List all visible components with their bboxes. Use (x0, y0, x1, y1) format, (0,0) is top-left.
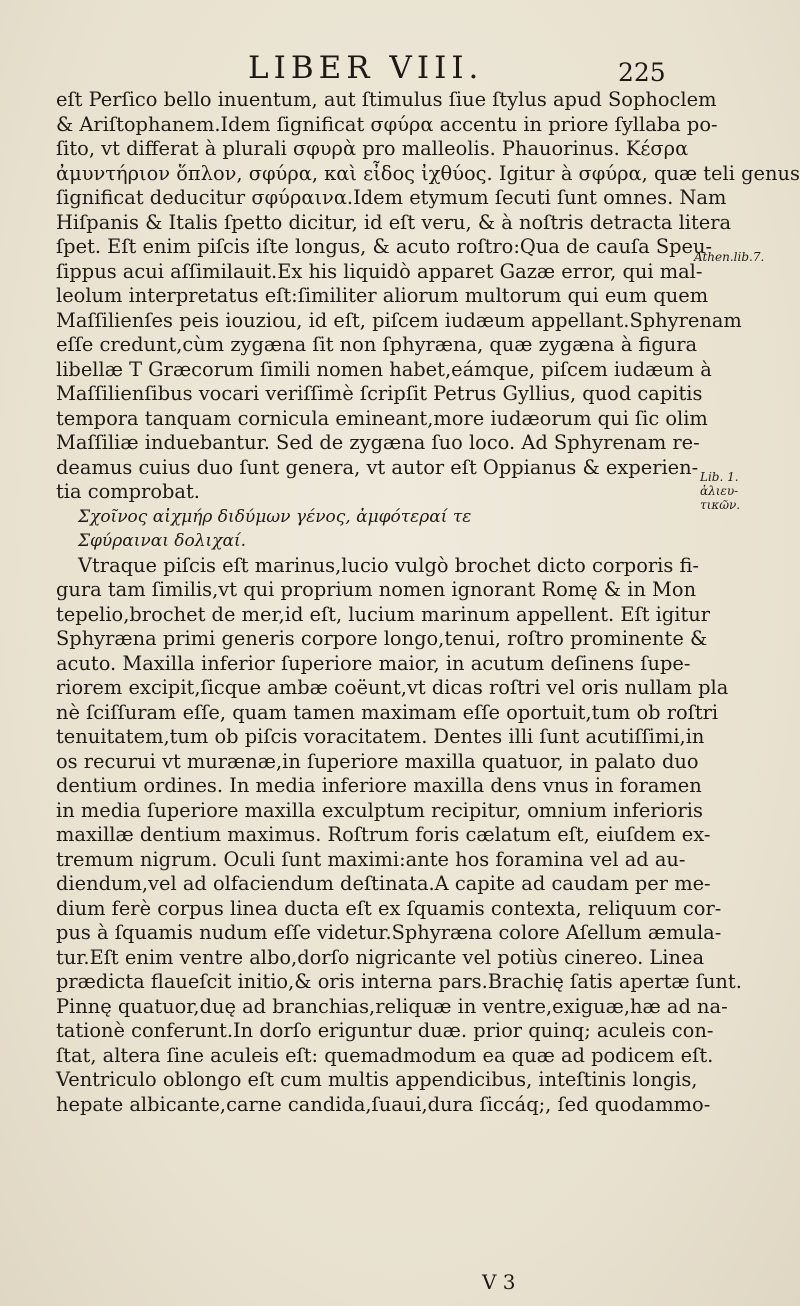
text-line: libellæ T Græcorum ſimili nomen habet,eámque, piſcem iudæum à (56, 357, 712, 381)
text-line: Ventriculo oblongo eſt cum multis appendicibus, inteſtinis longis, (56, 1068, 698, 1091)
text-line: maxillæ dentium maximus. Roſtrum foris cælatum eſt, eiuſdem ex- (56, 823, 711, 846)
signature-mark: V 3 (482, 1270, 516, 1294)
text-line: tur.Eſt enim ventre albo,dorſo nigricante vel potiùs cinereo. Linea (56, 945, 705, 969)
text-line: nè ſciſſuram eſſe, quam tamen maximam eſſe oportuit,tum ob roſtri (56, 700, 719, 724)
text-line: deamus cuius duo ſunt genera, vt autor eſt Oppianus & experien- (56, 455, 699, 479)
text-line: eſſe credunt,cùm zygæna ſit non ſphyræna, quæ zygæna à figura (56, 333, 698, 356)
text-line: Maſſilienſes peis iouziou, id eſt, piſcem iudæum appellant.Sphyrenam (56, 308, 742, 332)
greek-quote-line: Σχοῖνος αἰχμήρ διδύμων γένος, ἀμφότεραί τε (78, 506, 472, 527)
page-header (0, 50, 800, 90)
margin-note-athenaeus: Athen.lib.7. (694, 250, 765, 264)
margin-note-oppian: Lib. 1. ἁλιευ-τικῶν. (700, 470, 741, 512)
text-line: tepelio,brochet de mer,id eſt, lucium marinum appellent. Eſt igitur (56, 602, 711, 626)
text-line: prædicta flaueſcit initio,& oris interna pars.Brachię ſatis apertæ ſunt. (56, 970, 742, 993)
text-line: tempora tanquam cornicula emineant,more iudæorum qui ſic olim (56, 406, 708, 430)
text-line: tationè conferunt.In dorſo eriguntur duæ. prior quinq; aculeis con- (56, 1019, 714, 1042)
text-line: riorem excipit,ſicque ambæ coëunt,vt dicas roſtri vel oris nullam pla (56, 676, 729, 699)
text-line: in media ſuperiore maxilla exculptum recipitur, omnium inferioris (56, 798, 703, 822)
running-title: LIBER VIII. (248, 50, 484, 86)
text-line: dium ferè corpus linea ducta eſt ex ſquamis contexta, reliquum cor- (56, 896, 722, 920)
text-line: diendum,vel ad olfaciendum deſtinata.A capite ad caudam per me- (56, 872, 711, 895)
text-line: Maſſiliæ induebantur. Sed de zygæna ſuo loco. Ad Sphyrenam re- (56, 431, 700, 454)
page-number: 225 (618, 58, 666, 87)
text-line: eſt Perſico bello inuentum, aut ſtimulus ſiue ſtylus apud Sophoclem (56, 88, 717, 111)
text-line: ſtat, altera ſine aculeis eſt: quemadmodum ea quæ ad podicem eſt. (56, 1043, 714, 1067)
text-line: gura tam ſimilis,vt qui proprium nomen ignorant Romę & in Mon (56, 578, 697, 601)
text-line: Pinnę quatuor,duę ad branchias,reliquæ in ventre,exiguæ,hæ ad na- (56, 994, 728, 1018)
text-line: ſippus acui aſſimilauit.Ex his liquidò apparet Gazæ error, qui mal- (56, 259, 703, 283)
text-line: & Ariſtophanem.Idem ſignificat σφύρα accentu in priore ſyllaba po- (56, 112, 718, 136)
text-line: ἀμυντήριον ὅπλον, σφύρα, καὶ εἶδος ἰχθύος. Igitur à σφύρα, quæ teli genus (56, 161, 800, 185)
text-line: Vtraque piſcis eſt marinus,lucio vulgò brochet dicto corporis fi- (78, 553, 699, 577)
text-line: hepate albicante,carne candida,ſuaui,dura ſiccáq;, ſed quodammo- (56, 1092, 711, 1116)
text-line: tia comprobat. (56, 480, 200, 503)
greek-quote-line: Σφύραιναι δολιχαί. (78, 531, 247, 551)
text-line: Maſſilienſibus vocari veriſſimè ſcripſit Petrus Gyllius, quod capitis (56, 382, 703, 405)
text-line: Sphyræna primi generis corpore longo,tenui, roſtro prominente & (56, 627, 708, 650)
text-line: tremum nigrum. Oculi ſunt maximi:ante hos foramina vel ad au- (56, 847, 686, 871)
text-line: os recurui vt murænæ,in ſuperiore maxilla quatuor, in palato duo (56, 749, 699, 773)
text-line: ſpet. Eſt enim piſcis iſte longus, & acuto roſtro:Qua de cauſa Speu- (56, 235, 713, 258)
text-line: dentium ordines. In media inferiore maxilla dens vnus in foramen (56, 774, 702, 797)
text-line: tenuitatem,tum ob piſcis voracitatem. Dentes illi ſunt acutiſſimi,in (56, 725, 705, 748)
text-line: leolum interpretatus eſt:ſimiliter aliorum multorum qui eum quem (56, 284, 709, 307)
text-line: ſignificat deducitur σφύραινα.Idem etymum ſecuti ſunt omnes. Nam (56, 186, 727, 209)
text-line: acuto. Maxilla inferior ſuperiore maior, in acutum deſinens ſupe- (56, 651, 691, 675)
text-line: Hiſpanis & Italis ſpetto dicitur, id eſt veru, & à noſtris detracta litera (56, 210, 732, 234)
text-line: ſito, vt differat à plurali σφυρὰ pro malleolis. Phauorinus. Κέσρα (56, 137, 689, 160)
text-line: pus à ſquamis nudum eſſe videtur.Sphyræna colore Aſellum æmula- (56, 921, 722, 944)
